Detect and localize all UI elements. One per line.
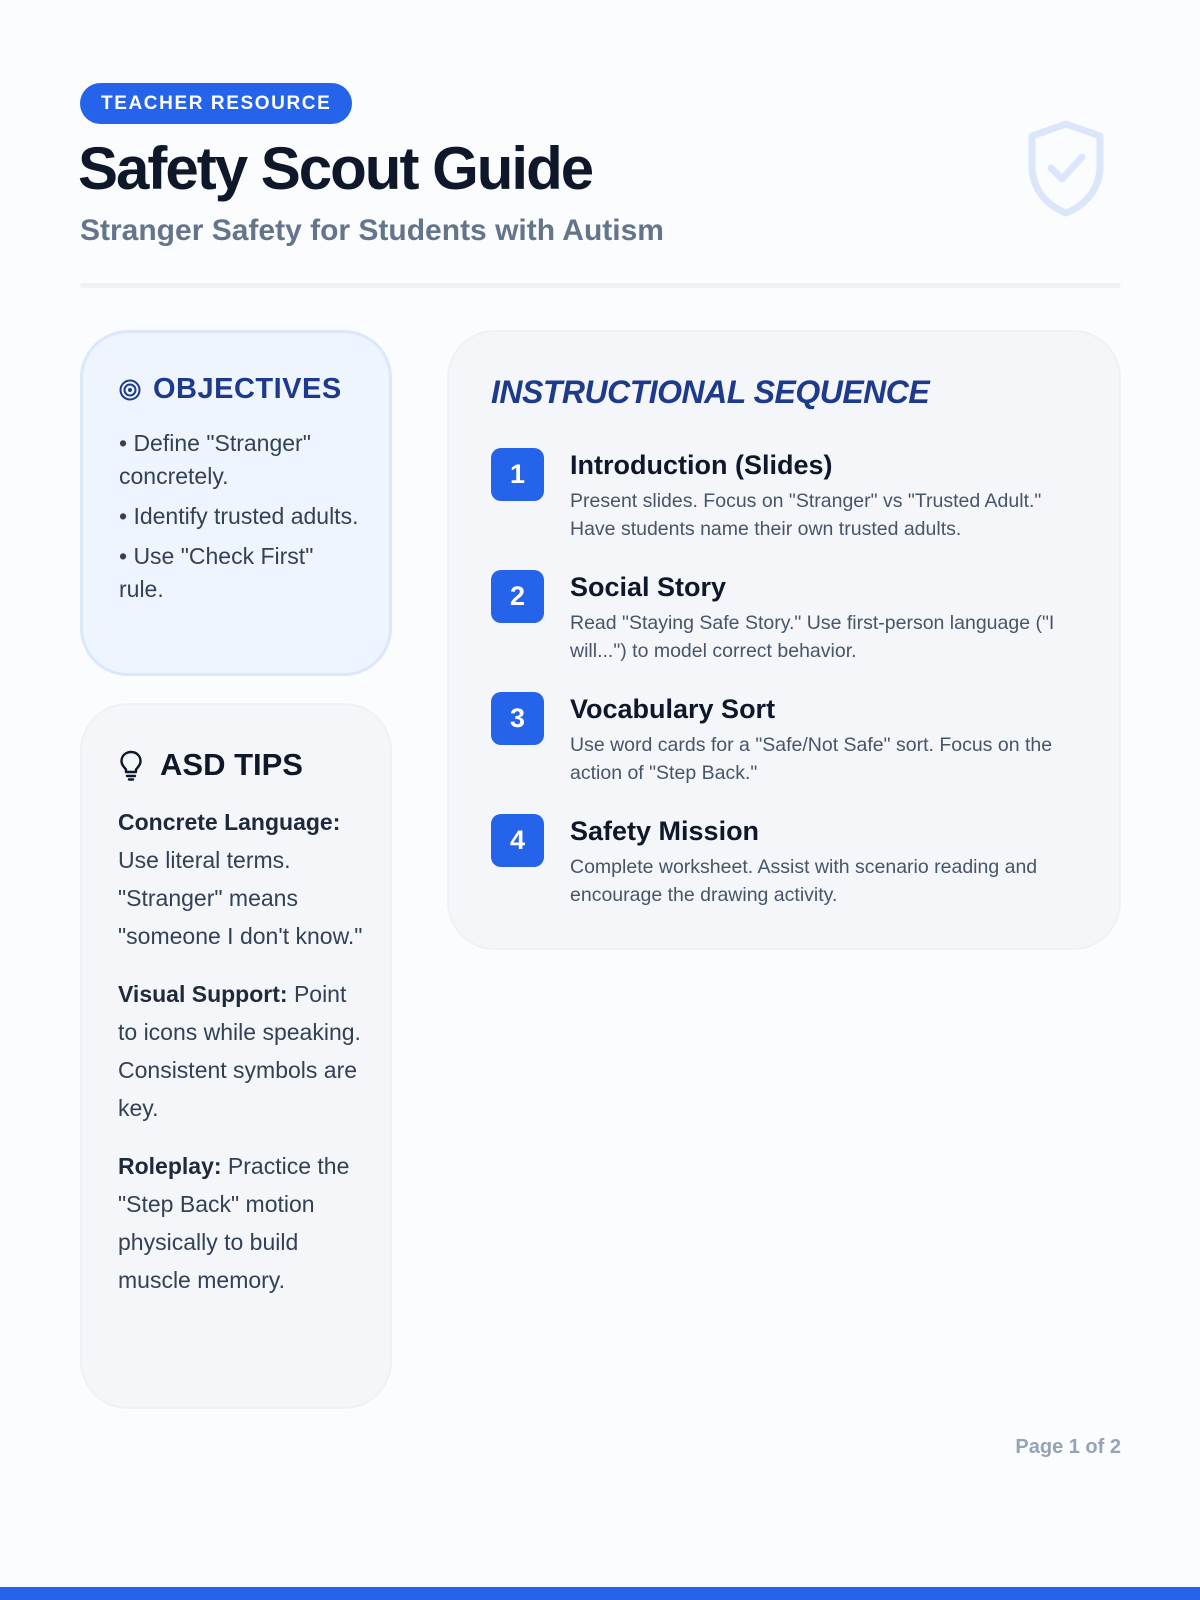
page-subtitle: Stranger Safety for Students with Autism (80, 214, 664, 247)
objective-item: • Define "Stranger" concretely. (119, 430, 311, 489)
step-title: Safety Mission (570, 816, 760, 846)
step-number: 2 (491, 570, 544, 623)
asd-tips-card (80, 703, 392, 1409)
sequence-heading: INSTRUCTIONAL SEQUENCE (491, 374, 930, 410)
header-divider (80, 283, 1121, 288)
page-title: Safety Scout Guide (78, 135, 593, 202)
objectives-header (119, 373, 342, 406)
target-icon (119, 379, 141, 401)
step-title: Introduction (Slides) (570, 450, 833, 480)
step-number: 3 (491, 692, 544, 745)
step-description: Read "Staying Safe Story." Use first-person language ("I will...") to model correct behavior. (570, 612, 1055, 662)
objectives-list (119, 427, 359, 613)
footer-accent-bar (0, 1587, 1200, 1600)
tip-roleplay (118, 1147, 368, 1299)
teacher-resource-badge: TEACHER RESOURCE (80, 83, 352, 124)
tip-label: Concrete Language: (118, 809, 341, 835)
tip-visual-support (118, 975, 368, 1127)
tip-concrete-language (118, 803, 368, 955)
tip-text: Practice the "Step Back" motion physically to build muscle memory. (118, 1153, 350, 1293)
step-number: 4 (491, 814, 544, 867)
asd-tips-heading: ASD TIPS (160, 747, 303, 782)
objective-item: • Identify trusted adults. (119, 503, 359, 529)
tip-text: Point to icons while speaking. Consistent symbols are key. (118, 981, 361, 1121)
objectives-heading: OBJECTIVES (153, 373, 342, 405)
shield-check-icon (1024, 118, 1108, 218)
page-number: Page 1 of 2 (1015, 1436, 1121, 1458)
step-title: Vocabulary Sort (570, 694, 776, 724)
step-description: Complete worksheet. Assist with scenario reading and encourage the drawing activity. (570, 856, 1038, 906)
objective-item: • Use "Check First" rule. (119, 543, 314, 602)
lightbulb-icon (118, 749, 144, 781)
tip-text: Use literal terms. "Stranger" means "someone I don't know." (118, 847, 363, 949)
step-title: Social Story (570, 572, 727, 602)
asd-tips-header (118, 747, 303, 783)
asd-tips-list (118, 803, 368, 1319)
step-description: Use word cards for a "Safe/Not Safe" sort. Focus on the action of "Step Back." (570, 734, 1053, 784)
step-number: 1 (491, 448, 544, 501)
instructional-sequence-card (447, 330, 1121, 950)
tip-label: Roleplay: (118, 1153, 222, 1179)
step-description: Present slides. Focus on "Stranger" vs "Trusted Adult." Have students name their own trusted adults. (570, 490, 1042, 540)
tip-label: Visual Support: (118, 981, 288, 1007)
objectives-card (80, 330, 392, 676)
